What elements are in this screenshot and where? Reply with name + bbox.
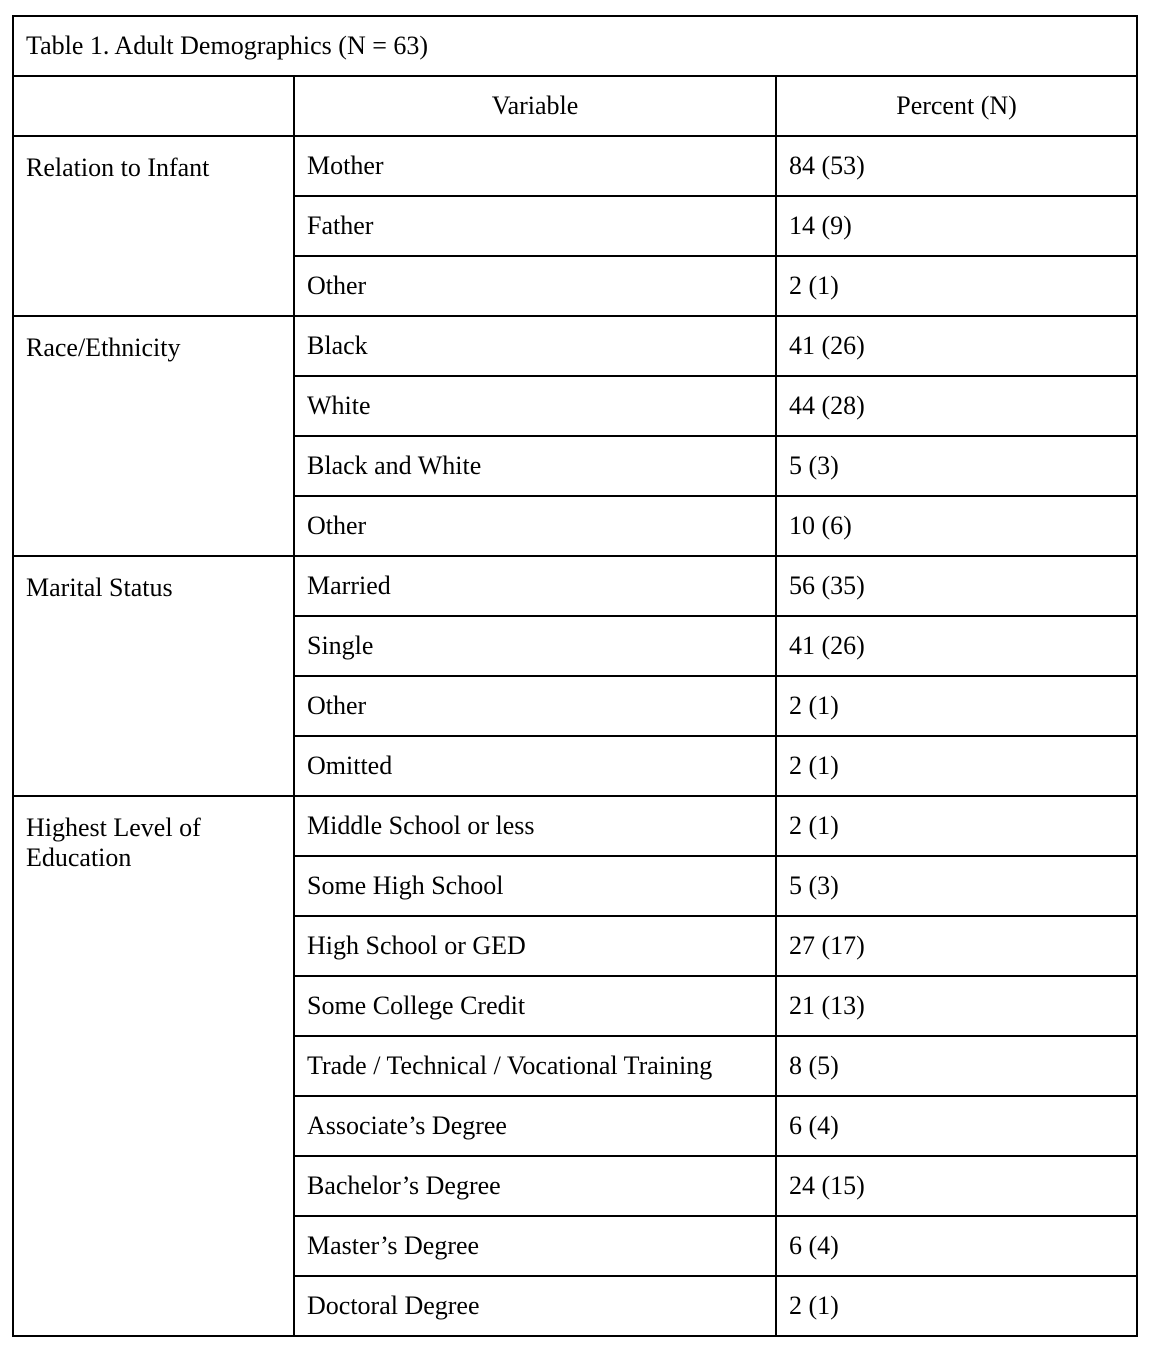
- header-percent: Percent (N): [776, 76, 1137, 136]
- percent-cell: 2 (1): [776, 736, 1137, 796]
- percent-cell: 2 (1): [776, 256, 1137, 316]
- header-variable: Variable: [294, 76, 776, 136]
- variable-cell: Doctoral Degree: [294, 1276, 776, 1336]
- variable-cell: Associate’s Degree: [294, 1096, 776, 1156]
- variable-cell: Some College Credit: [294, 976, 776, 1036]
- percent-cell: 5 (3): [776, 856, 1137, 916]
- table-row: [13, 136, 1137, 196]
- percent-cell: 21 (13): [776, 976, 1137, 1036]
- demographics-table: [12, 15, 1138, 1337]
- variable-cell: Father: [294, 196, 776, 256]
- variable-cell: High School or GED: [294, 916, 776, 976]
- percent-cell: 56 (35): [776, 556, 1137, 616]
- percent-cell: 27 (17): [776, 916, 1137, 976]
- variable-cell: Trade / Technical / Vocational Training: [294, 1036, 776, 1096]
- variable-cell: White: [294, 376, 776, 436]
- variable-cell: Some High School: [294, 856, 776, 916]
- group-label: Highest Level of Education: [13, 796, 294, 1336]
- table-body: [13, 16, 1137, 1336]
- percent-cell: 6 (4): [776, 1216, 1137, 1276]
- group-label: Relation to Infant: [13, 136, 294, 316]
- variable-cell: Bachelor’s Degree: [294, 1156, 776, 1216]
- percent-cell: 2 (1): [776, 796, 1137, 856]
- variable-cell: Master’s Degree: [294, 1216, 776, 1276]
- percent-cell: 24 (15): [776, 1156, 1137, 1216]
- variable-cell: Other: [294, 256, 776, 316]
- variable-cell: Black: [294, 316, 776, 376]
- group-label: Marital Status: [13, 556, 294, 796]
- caption-row: [13, 16, 1137, 76]
- percent-cell: 10 (6): [776, 496, 1137, 556]
- header-row: [13, 76, 1137, 136]
- variable-cell: Omitted: [294, 736, 776, 796]
- group-label: Race/Ethnicity: [13, 316, 294, 556]
- variable-cell: Middle School or less: [294, 796, 776, 856]
- percent-cell: 5 (3): [776, 436, 1137, 496]
- variable-cell: Single: [294, 616, 776, 676]
- variable-cell: Married: [294, 556, 776, 616]
- variable-cell: Black and White: [294, 436, 776, 496]
- header-group: [13, 76, 294, 136]
- table-row: [13, 796, 1137, 856]
- percent-cell: 44 (28): [776, 376, 1137, 436]
- variable-cell: Other: [294, 676, 776, 736]
- table-row: [13, 556, 1137, 616]
- table-caption: Table 1. Adult Demographics (N = 63): [13, 16, 1137, 76]
- percent-cell: 8 (5): [776, 1036, 1137, 1096]
- percent-cell: 84 (53): [776, 136, 1137, 196]
- percent-cell: 41 (26): [776, 316, 1137, 376]
- percent-cell: 41 (26): [776, 616, 1137, 676]
- table-row: [13, 316, 1137, 376]
- variable-cell: Other: [294, 496, 776, 556]
- percent-cell: 2 (1): [776, 1276, 1137, 1336]
- variable-cell: Mother: [294, 136, 776, 196]
- percent-cell: 2 (1): [776, 676, 1137, 736]
- percent-cell: 6 (4): [776, 1096, 1137, 1156]
- percent-cell: 14 (9): [776, 196, 1137, 256]
